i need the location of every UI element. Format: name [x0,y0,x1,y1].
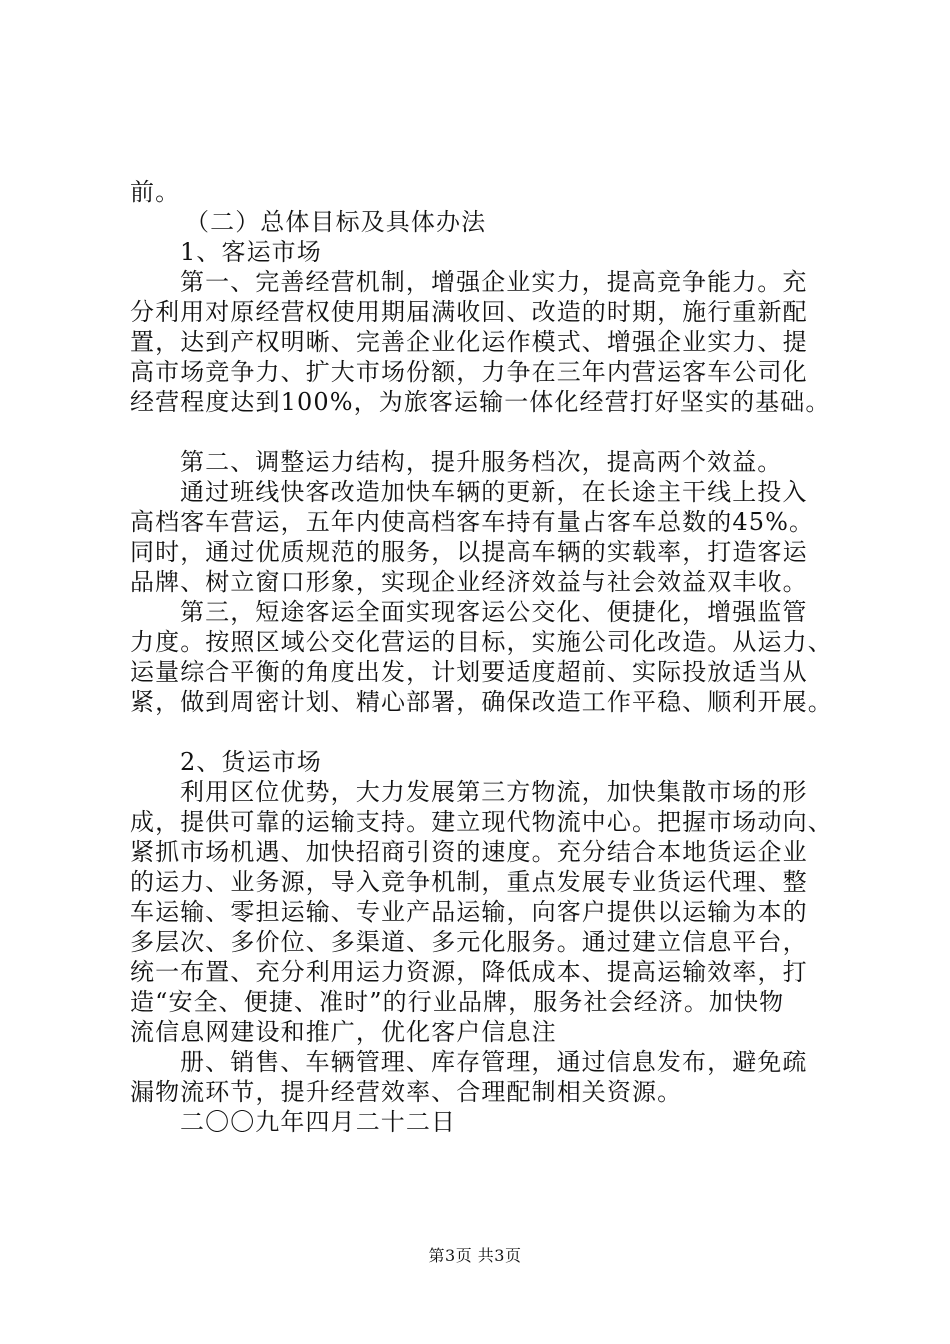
text-line: 紧，做到周密计划、精心部署，确保改造工作平稳、顺利开展。 [130,688,833,716]
text-line: 造“安全、便捷、准时”的行业品牌，服务社会经济。加快物 [130,988,785,1016]
text-line: 漏物流环节，提升经营效率、合理配制相关资源。 [130,1078,683,1106]
text-line: 统一布置、充分利用运力资源，降低成本、提高运输效率，打 [130,958,808,986]
text-line: 前。 [130,178,181,206]
date-line: 二〇〇九年四月二十二日 [180,1108,457,1136]
text-line: 高市场竞争力、扩大市场份额，力争在三年内营运客车公司化 [130,358,808,386]
page-footer: 第3页 共3页 [428,1246,522,1265]
text-line: 运量综合平衡的角度出发，计划要适度超前、实际投放适当从 [130,658,808,686]
text-line: 力度。按照区域公交化营运的目标，实施公司化改造。从运力、 [130,628,833,656]
text-line: 经营程度达到100%，为旅客运输一体化经营打好坚实的基础。 [130,388,831,416]
text-line: 第一、完善经营机制，增强企业实力，提高竞争能力。充 [180,268,808,296]
text-line: 品牌、树立窗口形象，实现企业经济效益与社会效益双丰收。 [130,568,808,596]
subsection-heading: 1、客运市场 [180,238,322,266]
text-line: 的运力、业务源，导入竞争机制，重点发展专业货运代理、整 [130,868,808,896]
text-line: 第三，短途客运全面实现客运公交化、便捷化，增强监管 [180,598,808,626]
subsection-heading: 2、货运市场 [180,748,322,776]
text-line: 册、销售、车辆管理、库存管理，通过信息发布，避免疏 [180,1048,808,1076]
text-line: 成，提供可靠的运输支持。建立现代物流中心。把握市场动向、 [130,808,833,836]
text-line: 车运输、零担运输、专业产品运输，向客户提供以运输为本的 [130,898,808,926]
text-line: 第二、调整运力结构，提升服务档次，提高两个效益。 [180,448,783,476]
text-line: 置，达到产权明晰、完善企业化运作模式、增强企业实力、提 [130,328,808,356]
text-line: 通过班线快客改造加快车辆的更新，在长途主干线上投入 [180,478,808,506]
text-line: 流信息网建设和推广，优化客户信息注 [130,1018,557,1046]
text-line: 分利用对原经营权使用期届满收回、改造的时期，施行重新配 [130,298,808,326]
text-line: 紧抓市场机遇、加快招商引资的速度。充分结合本地货运企业 [130,838,808,866]
text-line: 同时，通过优质规范的服务，以提高车辆的实载率，打造客运 [130,538,808,566]
section-heading: （二）总体目标及具体办法 [185,208,487,236]
text-line: 利用区位优势，大力发展第三方物流，加快集散市场的形 [180,778,808,806]
text-line: 高档客车营运，五年内使高档客车持有量占客车总数的45%。 [130,508,815,536]
text-line: 多层次、多价位、多渠道、多元化服务。通过建立信息平台， [130,928,808,956]
